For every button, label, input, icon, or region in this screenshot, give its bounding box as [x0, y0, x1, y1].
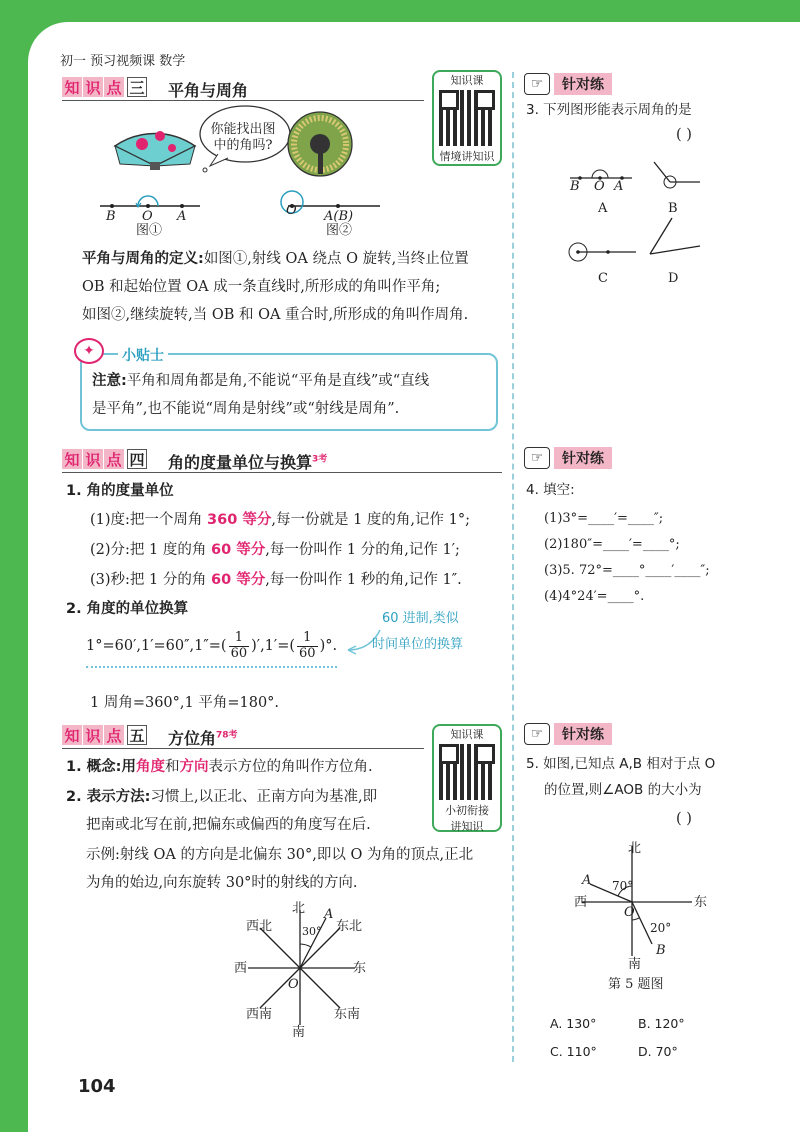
practice-label: 针对练: [554, 723, 612, 745]
definition-title: 平角与周角的定义:: [82, 251, 204, 267]
example-line2: 为角的始边,向东旋转 30°时的射线的方向.: [86, 875, 358, 891]
p5-west: 西: [574, 895, 588, 910]
qr-bottom-label-1: 小初衔接: [445, 804, 489, 817]
p3-A-label-O: O: [594, 179, 605, 194]
section3-underline: [62, 100, 424, 101]
item2-title: 2. 角度的单位换算: [66, 601, 189, 617]
badge-char: 识: [83, 725, 103, 745]
header-title: 初一 预习视频课 数学: [60, 54, 186, 69]
p3-A-label-A: A: [614, 179, 624, 194]
text: 习惯上,以正北、正南方向为基准,即: [150, 789, 378, 805]
compass-northeast: 东北: [336, 919, 363, 934]
degree-def: [90, 513, 470, 528]
text: ,每一份叫作 1 分的角,记作 1′;: [265, 542, 460, 558]
fig1-caption: 图①: [136, 223, 163, 238]
item1-title: 1. 角的度量单位: [66, 483, 174, 499]
highlight: 60 等分: [210, 572, 266, 588]
qr-top-label: 知识课: [450, 728, 484, 741]
qr-code-icon[interactable]: [439, 90, 495, 146]
compass-west: 西: [234, 961, 248, 976]
badge-number: 四: [127, 449, 147, 469]
tip-label: 小贴士: [118, 345, 168, 365]
formula-text: )°.: [319, 638, 338, 654]
column-divider: [512, 72, 514, 1062]
annotation-line2: 时间单位的换算: [372, 637, 464, 652]
practice4-line4: (4)4°24′=____°.: [544, 589, 645, 604]
formula-text: 1°=60′,1′=60″,1″=(: [86, 638, 227, 654]
badge-char: 识: [83, 449, 103, 469]
tip-text: 平角和周角都是角,不能说“平角是直线”或“直线: [126, 373, 430, 389]
p5-label-A: A: [582, 873, 592, 888]
badge-char: 知: [62, 449, 82, 469]
badge-char: 点: [104, 449, 124, 469]
page-number: 104: [78, 1076, 116, 1097]
zhoujiao-line: 1 周角=360°,1 平角=180°.: [90, 695, 280, 711]
section3-badge: [62, 76, 148, 98]
text: ,每一份叫作 1 秒的角,记作 1″.: [265, 572, 462, 588]
practice3-figures: [560, 148, 710, 288]
p5-east: 东: [694, 895, 708, 910]
fig1-label-O: O: [142, 209, 153, 224]
fig2-caption: 图②: [326, 223, 353, 238]
section5-qr-card[interactable]: [432, 724, 502, 832]
section5-underline: [62, 748, 424, 749]
practice3-answer-paren: ( ): [676, 127, 692, 143]
method-title: 2. 表示方法:: [66, 789, 151, 805]
qr-code-icon[interactable]: [439, 744, 495, 800]
p5-choice-C: C. 110°: [550, 1044, 597, 1059]
fraction-numerator: 1: [234, 630, 243, 646]
highlight: 60 等分: [210, 542, 266, 558]
p3-option-D: D: [668, 271, 679, 286]
highlight: 角度: [135, 759, 165, 775]
example-line1: 示例:射线 OA 的方向是北偏东 30°,即以 O 为角的顶点,正北: [86, 847, 474, 863]
compass-label-O: O: [288, 977, 299, 992]
second-def: [90, 573, 462, 588]
practice3-question: 3. 下列图形能表示周角的是: [526, 102, 692, 118]
definition-line1: [82, 252, 469, 267]
text: (3)秒:把 1 分的角: [90, 572, 211, 588]
section5-title: [168, 726, 238, 749]
p5-angle1: 70°: [612, 879, 634, 893]
p3-option-A: A: [598, 201, 608, 216]
megaphone-icon: ✦: [74, 338, 104, 364]
tip-line2: 是平角”,也不能说“周角是射线”或“射线是周角”.: [92, 401, 400, 417]
text: ,每一份就是 1 度的角,记作 1°;: [271, 512, 471, 528]
fraction-denominator: 60: [299, 645, 316, 661]
qr-bottom-label: 情境讲知识: [439, 150, 495, 163]
section4-title-text: 角的度量单位与换算: [168, 453, 313, 472]
p5-choice-A: A. 130°: [550, 1016, 597, 1031]
fan-picture: [115, 131, 195, 170]
badge-char: 知: [62, 77, 82, 97]
section4-underline: [62, 472, 502, 473]
badge-char: 知: [62, 725, 82, 745]
figure1-straight-angle: [100, 196, 200, 208]
p5-south: 南: [628, 957, 642, 972]
p5-label-B: B: [656, 943, 666, 958]
tip-line1: [92, 374, 429, 389]
p5-caption: 第 5 题图: [608, 977, 664, 992]
section3-title: 平角与周角: [168, 81, 249, 100]
compass-south: 南: [292, 1025, 306, 1040]
bubble-text: 你能找出图中的角吗?: [210, 122, 276, 154]
definition-line2: OB 和起始位置 OA 成一条直线时,所形成的角叫作平角;: [82, 279, 441, 295]
p3-A-label-B: B: [570, 179, 580, 194]
compass-north: 北: [292, 901, 306, 916]
p5-label-O: O: [624, 905, 635, 920]
fig2-label-O: O: [286, 203, 297, 218]
practice5-answer-paren: ( ): [676, 811, 692, 827]
highlight: 360 等分: [207, 512, 272, 528]
pointing-hand-icon: ☞: [524, 723, 550, 745]
badge-char: 点: [104, 725, 124, 745]
section4-title: [168, 450, 327, 473]
section5-title-text: 方位角: [168, 729, 217, 748]
pointing-hand-icon: ☞: [524, 73, 550, 95]
compass-northwest: 西北: [246, 919, 273, 934]
practice5-question-line2: 的位置,则∠AOB 的大小为: [544, 782, 702, 798]
fig2-label-AB: A(B): [324, 209, 354, 224]
practice-label: 针对练: [554, 447, 612, 469]
practice4-line2: (2)180″=____′=____°;: [544, 537, 680, 552]
fig1-label-B: B: [106, 209, 116, 224]
badge-number: 三: [127, 77, 147, 97]
practice4-line1: (1)3°=____′=____″;: [544, 511, 664, 526]
p5-angle2: 20°: [650, 921, 672, 935]
definition-text: 如图①,射线 OA 绕点 O 旋转,当终止位置: [203, 251, 469, 267]
qr-top-label: 知识课: [450, 74, 484, 87]
definition-line3: 如图②,继续旋转,当 OB 和 OA 重合时,所形成的角叫作周角.: [82, 307, 469, 323]
text: (2)分:把 1 度的角: [90, 542, 211, 558]
fraction-numerator: 1: [303, 630, 312, 646]
section5-badge: [62, 724, 148, 746]
compass-southwest: 西南: [246, 1007, 273, 1022]
text: (1)度:把一个周角: [90, 512, 208, 528]
p3-option-B: B: [668, 201, 678, 216]
round-fan-picture: [288, 112, 352, 176]
practice3-header: [524, 72, 612, 96]
p5-choice-D: D. 70°: [638, 1044, 678, 1059]
exam-tag: 3考: [312, 454, 328, 465]
fraction-denominator: 60: [230, 645, 248, 661]
pointing-hand-icon: ☞: [524, 447, 550, 469]
badge-char: 点: [104, 77, 124, 97]
method-line1: [66, 790, 377, 805]
compass-label-A: A: [324, 907, 334, 922]
formula-text: )′,1′=(: [251, 638, 296, 654]
practice5-question-line1: 5. 如图,已知点 A,B 相对于点 O: [526, 756, 716, 772]
p5-choice-B: B. 120°: [638, 1016, 685, 1031]
badge-number: 五: [127, 725, 147, 745]
practice4-header: [524, 446, 612, 470]
exam-tag: 78考: [216, 730, 238, 741]
compass-east: 东: [353, 961, 367, 976]
practice5-header: [524, 722, 612, 746]
fraction: [297, 631, 318, 661]
minute-def: [90, 543, 460, 558]
conversion-formula: [86, 628, 337, 668]
annotation-line1: 60 进制,类似: [382, 611, 459, 626]
method-line2: 把南或北写在前,把偏东或偏西的角度写在后.: [86, 817, 371, 833]
fig1-label-A: A: [177, 209, 187, 224]
practice4-question: 4. 填空:: [526, 482, 575, 498]
section4-badge: [62, 448, 148, 470]
text: 和: [164, 759, 180, 775]
tip-note-title: 注意:: [92, 373, 127, 389]
section3-qr-card[interactable]: [432, 70, 502, 166]
fraction: [229, 631, 250, 661]
compass-southeast: 东南: [334, 1007, 361, 1022]
practice4-line3: (3)5. 72°=____°____′____″;: [544, 563, 710, 578]
text: 1. 概念:用: [66, 759, 136, 775]
badge-char: 识: [83, 77, 103, 97]
practice-label: 针对练: [554, 73, 612, 95]
text: 表示方位的角叫作方位角.: [208, 759, 373, 775]
highlight: 方向: [179, 759, 209, 775]
p3-option-C: C: [598, 271, 608, 286]
concept-line: [66, 760, 373, 775]
qr-bottom-label-2: 讲知识: [450, 820, 484, 833]
compass-angle: 30°: [302, 925, 322, 938]
p5-north: 北: [628, 841, 642, 856]
